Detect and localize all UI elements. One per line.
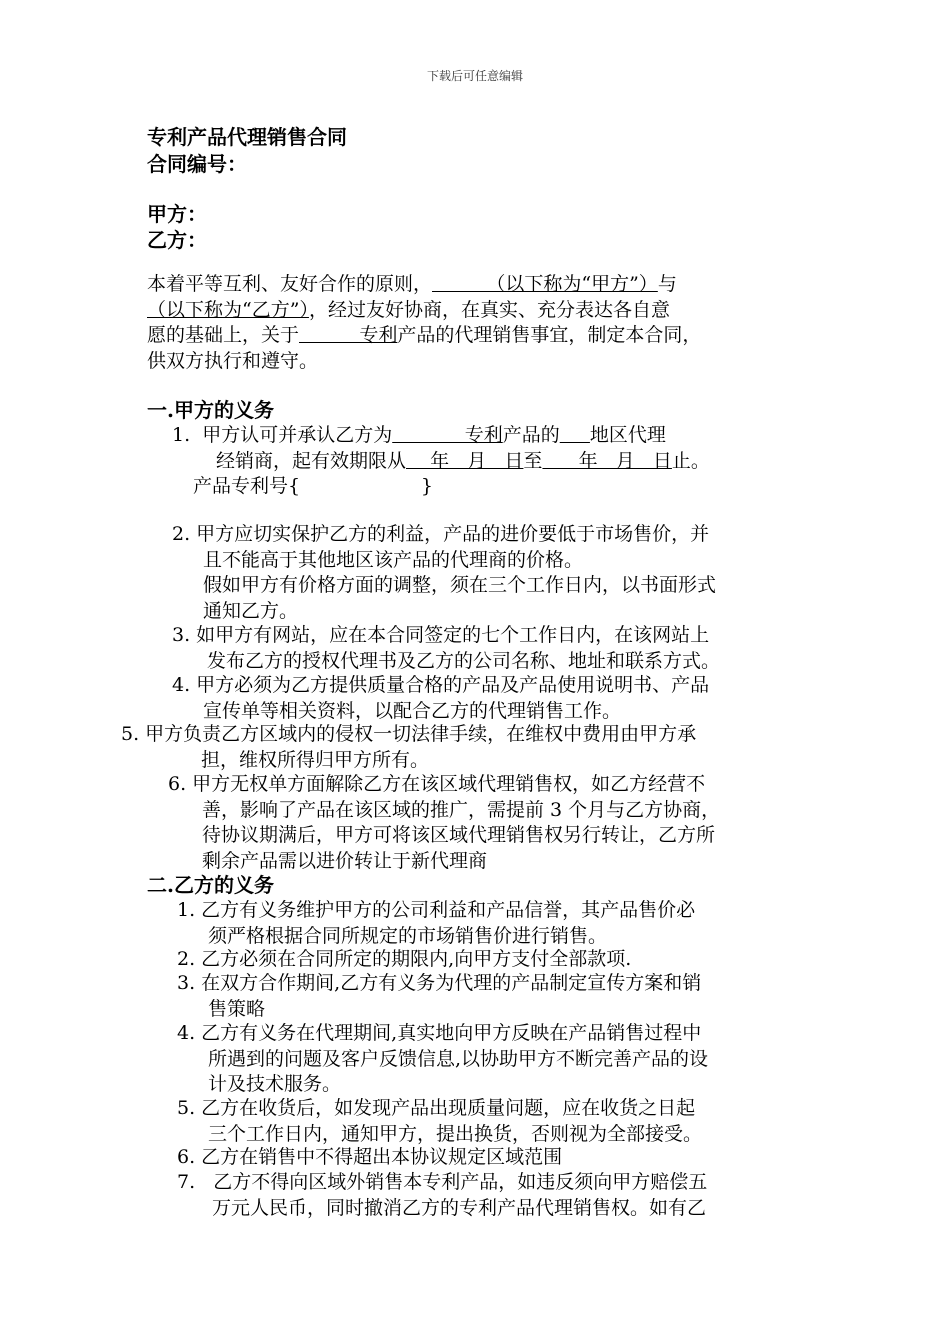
item-text: 至	[523, 449, 543, 472]
section-2-item-3	[177, 971, 701, 1022]
section-2-item-1	[177, 898, 695, 949]
preamble-text: ，经过友好协商，在真实、充分表达各自意	[308, 298, 670, 321]
preamble	[147, 272, 701, 374]
blank-end-date: 年 月 日	[542, 449, 672, 472]
item-text: 5. 乙方在收货后，如发现产品出现质量问题，应在收货之日起	[177, 1097, 696, 1119]
item-text: 4. 乙方有义务在代理期间,真实地向甲方反映在产品销售过程中	[177, 1022, 702, 1044]
item-text: 6. 甲方无权单方面解除乙方在该区域代理销售权，如乙方经营不	[168, 773, 706, 795]
blank-party-b: （以下称为“乙方”）	[147, 298, 309, 321]
section-2-item-4	[177, 1021, 708, 1098]
section-1-item-1	[172, 423, 710, 500]
document-title: 专利产品代理销售合同	[147, 125, 347, 149]
party-a-label: 甲方：	[147, 202, 207, 226]
preamble-text: 供双方执行和遵守。	[147, 349, 319, 372]
contract-number-label: 合同编号：	[147, 152, 247, 176]
blank-patent-name: 专利	[299, 324, 398, 346]
preamble-text: 本着平等互利、友好合作的原则，	[147, 273, 433, 295]
section-1-item-6	[168, 772, 720, 874]
item-text: 经销商，起有效期限从	[216, 449, 407, 472]
item-text: 止。	[671, 449, 710, 472]
item-text: 5. 甲方负责乙方区域内的侵权一切法律手续，在维权中费用由甲方承	[121, 723, 697, 745]
item-text: 待协议期满后，甲方可将该区域代理销售权另行转让，乙方所	[202, 824, 716, 846]
item-text: 售策略	[208, 997, 266, 1020]
item-text: 担，维权所得归甲方所有。	[201, 748, 430, 771]
blank-party-a: （以下称为“甲方”）	[432, 273, 658, 295]
item-text: 须严格根据合同所规定的市场销售价进行销售。	[208, 924, 608, 947]
section-1-heading: 一.甲方的义务	[147, 398, 274, 422]
item-text: 2. 乙方必须在合同所定的期限内,向甲方支付全部款项.	[177, 948, 632, 970]
item-text: 产品的	[502, 424, 560, 446]
blank-patent-name: 专利	[392, 424, 503, 446]
section-2-item-5	[177, 1096, 702, 1147]
item-text: 善，影响了产品在该区域的推广，需提前 3 个月与乙方协商，	[202, 798, 721, 821]
preamble-text: 与	[657, 273, 677, 295]
item-text: 剩余产品需以进价转让于新代理商	[202, 849, 488, 872]
item-text: 所遇到的问题及客户反馈信息,以协助甲方不断完善产品的设	[208, 1047, 709, 1070]
item-text: 4. 甲方必须为乙方提供质量合格的产品及产品使用说明书、产品	[172, 674, 710, 696]
preamble-text: 愿的基础上，关于	[147, 324, 300, 346]
item-text: 1. 甲方认可并承认乙方为	[172, 424, 393, 446]
section-2-item-7	[177, 1170, 707, 1221]
section-2-heading: 二.乙方的义务	[147, 873, 274, 897]
section-1-item-5	[121, 722, 696, 773]
item-text: 7. 乙方不得向区域外销售本专利产品，如违反须向甲方赔偿五	[177, 1171, 708, 1193]
item-text: 假如甲方有价格方面的调整，须在三个工作日内，以书面形式	[203, 574, 717, 596]
section-1-item-2	[172, 522, 716, 624]
item-text: 且不能高于其他地区该产品的代理商的价格。	[203, 548, 584, 571]
item-text: 发布乙方的授权代理书及乙方的公司名称、地址和联系方式。	[207, 649, 721, 672]
item-text: 2. 甲方应切实保护乙方的利益，产品的进价要低于市场售价，并	[172, 523, 710, 545]
blank-start-date: 年 月 日	[406, 449, 524, 472]
section-1-item-4	[172, 673, 709, 724]
patent-number-line: 产品专利号{ }	[193, 475, 433, 497]
header-note: 下载后可任意编辑	[426, 69, 523, 83]
item-text: 地区代理	[589, 424, 666, 446]
section-1-item-3	[172, 623, 720, 674]
item-text: 3. 在双方合作期间,乙方有义务为代理的产品制定宣传方案和销	[177, 972, 702, 994]
item-text: 宣传单等相关资料，以配合乙方的代理销售工作。	[203, 699, 622, 722]
section-2-item-2	[177, 947, 631, 973]
blank-region	[560, 424, 590, 446]
item-text: 6. 乙方在销售中不得超出本协议规定区域范围	[177, 1146, 563, 1168]
item-text: 三个工作日内，通知甲方，提出换货，否则视为全部接受。	[208, 1122, 703, 1145]
party-b-label: 乙方：	[147, 228, 207, 252]
preamble-text: 产品的代理销售事宜，制定本合同，	[397, 324, 702, 346]
item-text: 万元人民币，同时撤消乙方的专利产品代理销售权。如有乙	[212, 1196, 707, 1219]
item-text: 计及技术服务。	[208, 1073, 342, 1095]
section-2-item-6	[177, 1145, 562, 1171]
item-text: 通知乙方。	[203, 599, 299, 622]
item-text: 1. 乙方有义务维护甲方的公司利益和产品信誉，其产品售价必	[177, 899, 696, 921]
item-text: 3. 如甲方有网站，应在本合同签定的七个工作日内，在该网站上	[172, 624, 710, 646]
